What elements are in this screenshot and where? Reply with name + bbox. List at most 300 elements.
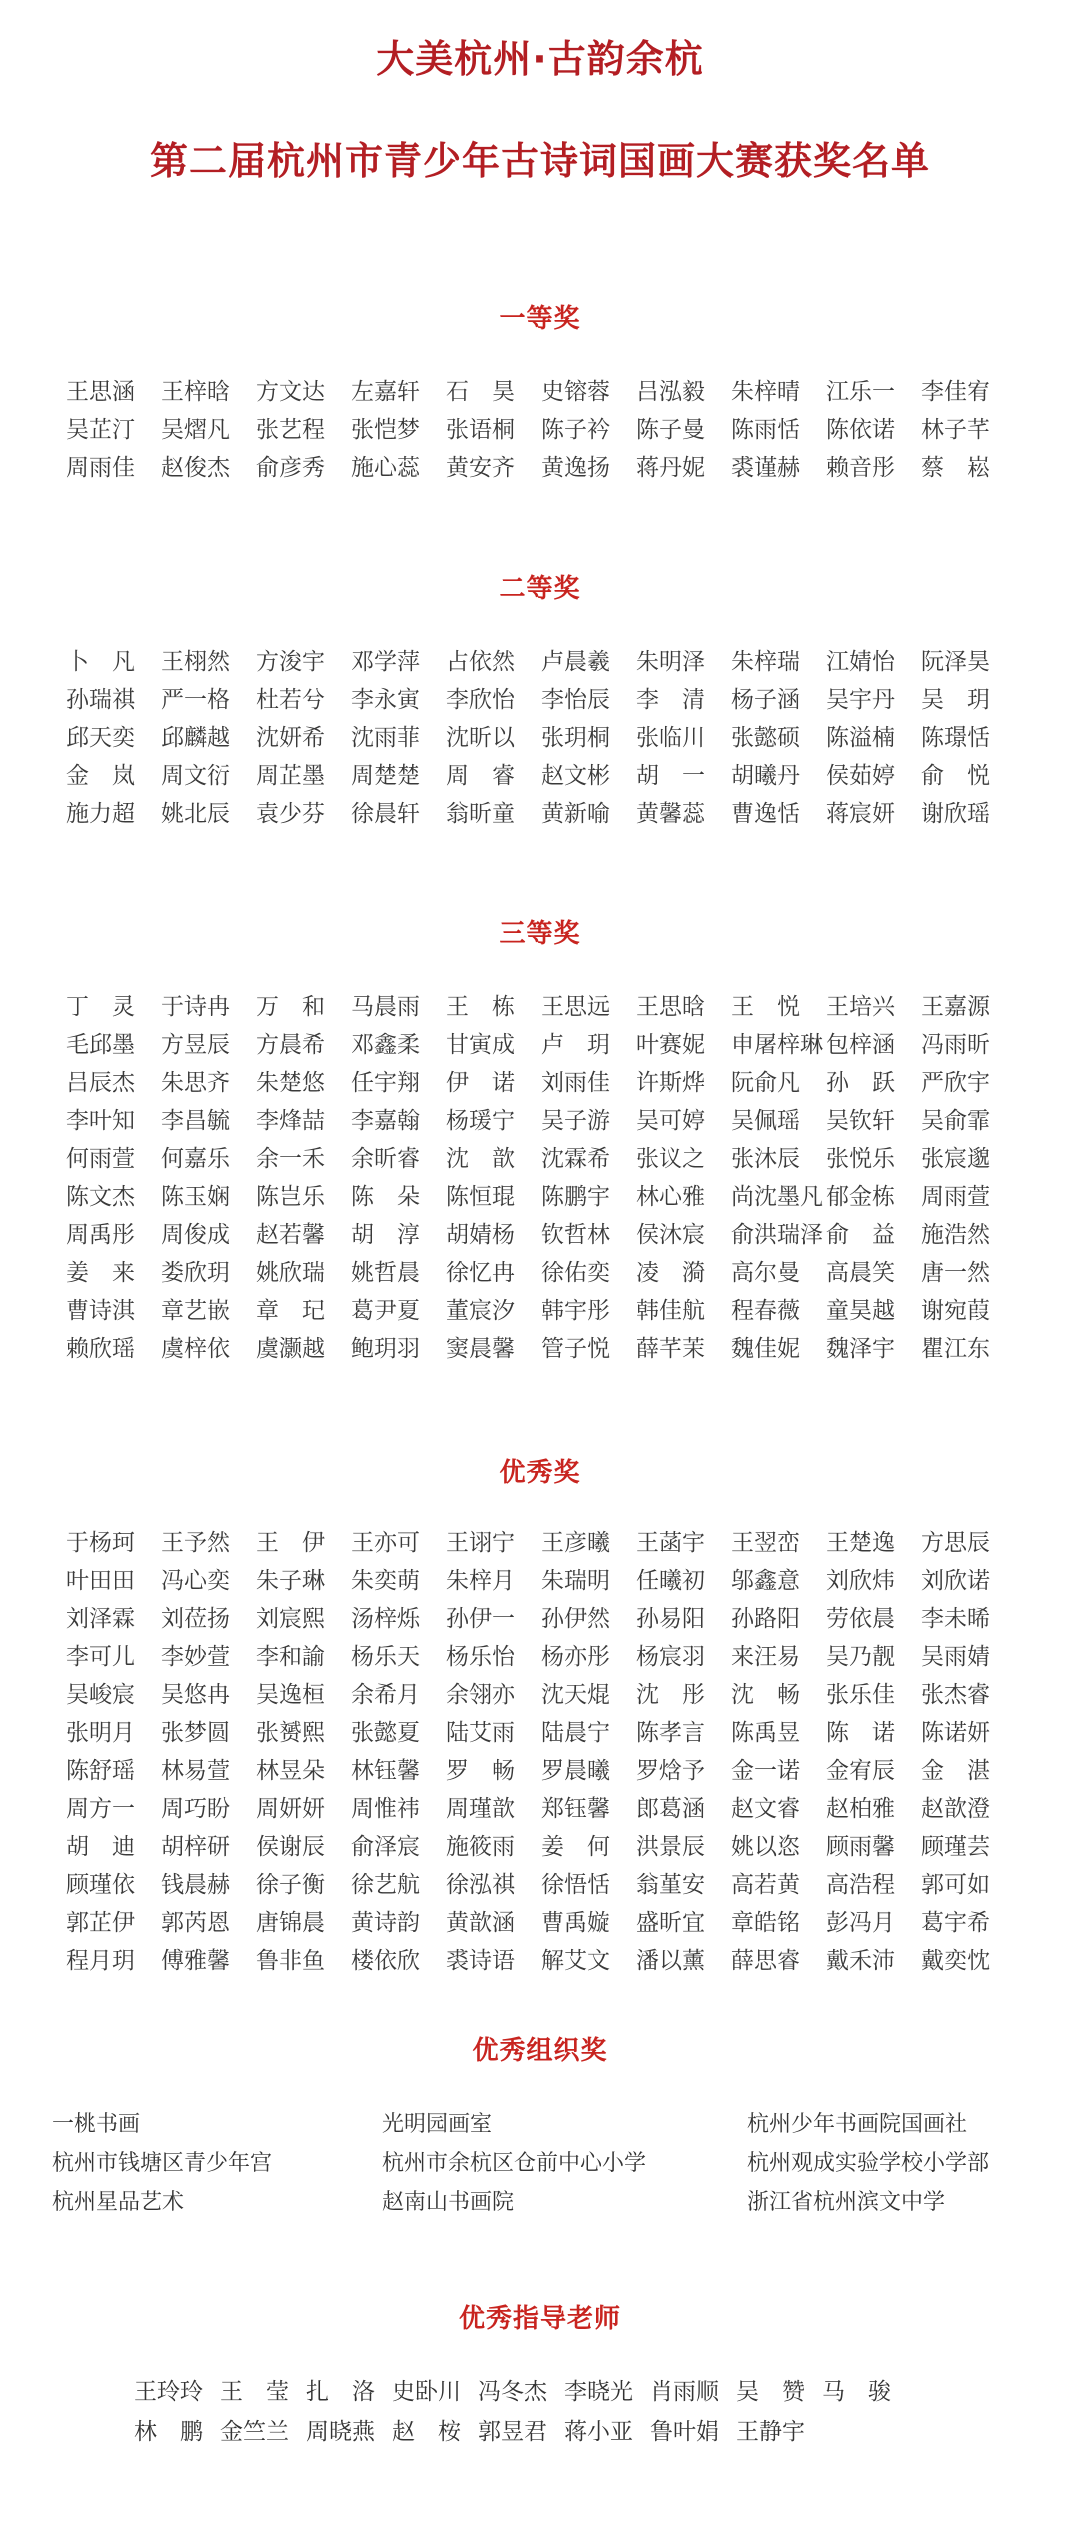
winner-name: 窦晨馨 xyxy=(446,1336,515,1362)
second-prize-heading: 二等奖 xyxy=(499,574,581,604)
winner-name: 王 悦 xyxy=(731,994,800,1020)
winner-name: 陈文杰 xyxy=(66,1184,135,1210)
first-prize-list xyxy=(66,373,1016,487)
winner-name: 李佳宥 xyxy=(921,379,990,405)
winner-name: 葛宇希 xyxy=(921,1910,990,1936)
winner-name: 程春薇 xyxy=(731,1298,800,1324)
winner-name: 卢晨羲 xyxy=(541,649,610,675)
winner-name: 蒋丹妮 xyxy=(636,455,705,481)
winner-name: 董宸汐 xyxy=(446,1298,515,1324)
winner-name: 朱思齐 xyxy=(161,1070,230,1096)
winner-name: 刘欣诺 xyxy=(921,1568,990,1594)
winner-name: 周 睿 xyxy=(446,763,515,789)
winner-name: 方浚宇 xyxy=(256,649,325,675)
winner-name: 王亦可 xyxy=(351,1530,420,1556)
winner-name: 章皓铭 xyxy=(731,1910,800,1936)
winner-name: 朱奕萌 xyxy=(351,1568,420,1594)
teacher-name: 冯冬杰 xyxy=(478,2379,547,2405)
winner-name: 陈子衿 xyxy=(541,417,610,443)
first-prize-heading: 一等奖 xyxy=(499,304,581,334)
winner-name: 赵文彬 xyxy=(541,763,610,789)
winner-name: 孙路阳 xyxy=(731,1606,800,1632)
winner-name: 石 昊 xyxy=(446,379,515,405)
winner-name: 杨瑗宁 xyxy=(446,1108,515,1134)
winner-name: 杨乐怡 xyxy=(446,1644,515,1670)
winner-name: 黄馨蕊 xyxy=(636,801,705,827)
winner-name: 陈溢楠 xyxy=(826,725,895,751)
winner-name: 赵柏雅 xyxy=(826,1796,895,1822)
winner-name: 黄安齐 xyxy=(446,455,515,481)
winner-name: 徐泓祺 xyxy=(446,1872,515,1898)
winner-name: 高若黄 xyxy=(731,1872,800,1898)
teacher-name: 林 鹏 xyxy=(134,2419,203,2445)
winner-name: 刘莅扬 xyxy=(161,1606,230,1632)
winner-name: 陈子曼 xyxy=(636,417,705,443)
winner-name: 来汪易 xyxy=(731,1644,800,1670)
winner-name: 赵若馨 xyxy=(256,1222,325,1248)
winner-name: 朱梓晴 xyxy=(731,379,800,405)
winner-name: 余翎亦 xyxy=(446,1682,515,1708)
winner-name: 俞泽宸 xyxy=(351,1834,420,1860)
winner-name: 管子悦 xyxy=(541,1336,610,1362)
winner-name: 唐一然 xyxy=(921,1260,990,1286)
winner-name: 吴佩瑶 xyxy=(731,1108,800,1134)
winner-name: 王思涵 xyxy=(66,379,135,405)
winner-name: 甘寅成 xyxy=(446,1032,515,1058)
winner-name: 吕辰杰 xyxy=(66,1070,135,1096)
winner-name: 胡 迪 xyxy=(66,1834,135,1860)
winner-name: 姚哲晨 xyxy=(351,1260,420,1286)
teacher-name: 金竺兰 xyxy=(220,2419,289,2445)
winner-name: 王培兴 xyxy=(826,994,895,1020)
winner-name: 赵文睿 xyxy=(731,1796,800,1822)
winner-name: 顾瑾依 xyxy=(66,1872,135,1898)
winner-name: 张悦乐 xyxy=(826,1146,895,1172)
winner-name: 侯沐宸 xyxy=(636,1222,705,1248)
winner-name: 陆晨宁 xyxy=(541,1720,610,1746)
winner-name: 左嘉轩 xyxy=(351,379,420,405)
winner-name: 罗晨曦 xyxy=(541,1758,610,1784)
winner-name: 裘谨赫 xyxy=(731,455,800,481)
winner-name: 朱梓月 xyxy=(446,1568,515,1594)
winner-name: 俞 益 xyxy=(826,1222,895,1248)
winner-name: 赵歆澄 xyxy=(921,1796,990,1822)
winner-name: 金一诺 xyxy=(731,1758,800,1784)
winner-name: 郎葛涵 xyxy=(636,1796,705,1822)
winner-name: 钱晨赫 xyxy=(161,1872,230,1898)
winner-name: 张杰睿 xyxy=(921,1682,990,1708)
winner-name: 谢欣瑶 xyxy=(921,801,990,827)
winner-name: 徐艺航 xyxy=(351,1872,420,1898)
winner-name: 阮俞凡 xyxy=(731,1070,800,1096)
teacher-name: 周晓燕 xyxy=(306,2419,375,2445)
organization-name: 浙江省杭州滨文中学 xyxy=(747,2190,946,2215)
winner-name: 姚欣瑞 xyxy=(256,1260,325,1286)
winner-name: 谢宛葭 xyxy=(921,1298,990,1324)
winner-name: 魏泽宇 xyxy=(826,1336,895,1362)
winner-name: 汤梓烁 xyxy=(351,1606,420,1632)
winner-name: 李怡辰 xyxy=(541,687,610,713)
winner-name: 王梓晗 xyxy=(161,379,230,405)
teacher-name: 史卧川 xyxy=(392,2379,461,2405)
winner-name: 郁金栋 xyxy=(826,1184,895,1210)
teacher-name: 肖雨顺 xyxy=(650,2379,719,2405)
winner-name: 胡婧杨 xyxy=(446,1222,515,1248)
winner-name: 陈璟恬 xyxy=(921,725,990,751)
winner-name: 李和諭 xyxy=(256,1644,325,1670)
winner-name: 吴宇丹 xyxy=(826,687,895,713)
winner-name: 吴俞霏 xyxy=(921,1108,990,1134)
winner-name: 沈妍希 xyxy=(256,725,325,751)
winner-name: 侯茹婷 xyxy=(826,763,895,789)
organization-name: 赵南山书画院 xyxy=(382,2190,515,2215)
winner-name: 许斯烨 xyxy=(636,1070,705,1096)
winner-name: 王诩宁 xyxy=(446,1530,515,1556)
winner-name: 翁昕童 xyxy=(446,801,515,827)
winner-name: 胡梓研 xyxy=(161,1834,230,1860)
winner-name: 陈舒瑶 xyxy=(66,1758,135,1784)
winner-name: 解艾文 xyxy=(541,1948,610,1974)
winner-name: 施浩然 xyxy=(921,1222,990,1248)
winner-name: 李妙萱 xyxy=(161,1644,230,1670)
winner-name: 黄逸扬 xyxy=(541,455,610,481)
winner-name: 姚北辰 xyxy=(161,801,230,827)
teacher-award-list xyxy=(134,2372,994,2452)
sub-title: 第二届杭州市青少年古诗词国画大赛获奖名单 xyxy=(149,139,930,183)
teacher-name: 郭昱君 xyxy=(478,2419,547,2445)
winner-name: 余希月 xyxy=(351,1682,420,1708)
winner-name: 张沐辰 xyxy=(731,1146,800,1172)
winner-name: 林钰馨 xyxy=(351,1758,420,1784)
winner-name: 侯谢辰 xyxy=(256,1834,325,1860)
winner-name: 林子芊 xyxy=(921,417,990,443)
main-title: 大美杭州·古韵余杭 xyxy=(376,37,704,81)
winner-name: 周瑾歆 xyxy=(446,1796,515,1822)
winner-name: 洪景辰 xyxy=(636,1834,705,1860)
winner-name: 邱天奕 xyxy=(66,725,135,751)
winner-name: 鲁非鱼 xyxy=(256,1948,325,1974)
winner-name: 李叶知 xyxy=(66,1108,135,1134)
winner-name: 张乐佳 xyxy=(826,1682,895,1708)
winner-name: 张恺梦 xyxy=(351,417,420,443)
winner-name: 高浩程 xyxy=(826,1872,895,1898)
winner-name: 徐晨轩 xyxy=(351,801,420,827)
winner-name: 李烽喆 xyxy=(256,1108,325,1134)
winner-name: 何嘉乐 xyxy=(161,1146,230,1172)
winner-name: 顾瑾芸 xyxy=(921,1834,990,1860)
winner-name: 蒋宸妍 xyxy=(826,801,895,827)
winner-name: 沈昕以 xyxy=(446,725,515,751)
third-prize-list xyxy=(66,988,1016,1368)
winner-name: 沈 彤 xyxy=(636,1682,705,1708)
winner-name: 施力超 xyxy=(66,801,135,827)
winner-name: 申屠梓琳 xyxy=(731,1032,823,1058)
winner-name: 方昱辰 xyxy=(161,1032,230,1058)
winner-name: 金 岚 xyxy=(66,763,135,789)
winner-name: 顾雨馨 xyxy=(826,1834,895,1860)
teacher-name: 吴 赞 xyxy=(736,2379,805,2405)
winner-name: 叶田田 xyxy=(66,1568,135,1594)
winner-name: 潘以薰 xyxy=(636,1948,705,1974)
winner-name: 黄诗韵 xyxy=(351,1910,420,1936)
winner-name: 罗 畅 xyxy=(446,1758,515,1784)
winner-name: 虞梓依 xyxy=(161,1336,230,1362)
winner-name: 陈岂乐 xyxy=(256,1184,325,1210)
winner-name: 陈孝言 xyxy=(636,1720,705,1746)
winner-name: 朱明泽 xyxy=(636,649,705,675)
winner-name: 邓鑫柔 xyxy=(351,1032,420,1058)
winner-name: 薛芊茉 xyxy=(636,1336,705,1362)
winner-name: 童昊越 xyxy=(826,1298,895,1324)
winner-name: 包梓涵 xyxy=(826,1032,895,1058)
winner-name: 姜 来 xyxy=(66,1260,135,1286)
winner-name: 施筱雨 xyxy=(446,1834,515,1860)
winner-name: 杨宸羽 xyxy=(636,1644,705,1670)
winner-name: 张赟熙 xyxy=(256,1720,325,1746)
winner-name: 何雨萱 xyxy=(66,1146,135,1172)
winner-name: 韩佳航 xyxy=(636,1298,705,1324)
winner-name: 马晨雨 xyxy=(351,994,420,1020)
organization-name: 杭州星品艺术 xyxy=(52,2190,185,2215)
winner-name: 魏佳妮 xyxy=(731,1336,800,1362)
winner-name: 曹禹嫙 xyxy=(541,1910,610,1936)
winner-name: 朱瑞明 xyxy=(541,1568,610,1594)
winner-name: 孙伊一 xyxy=(446,1606,515,1632)
winner-name: 王思晗 xyxy=(636,994,705,1020)
excellence-prize-heading: 优秀奖 xyxy=(499,1458,581,1488)
winner-name: 沈雨菲 xyxy=(351,725,420,751)
winner-name: 余昕睿 xyxy=(351,1146,420,1172)
winner-name: 娄欣玥 xyxy=(161,1260,230,1286)
winner-name: 周文衍 xyxy=(161,763,230,789)
winner-name: 劳依晨 xyxy=(826,1606,895,1632)
winner-name: 郭芮恩 xyxy=(161,1910,230,1936)
winner-name: 徐忆冉 xyxy=(446,1260,515,1286)
winner-name: 吴子游 xyxy=(541,1108,610,1134)
winner-name: 章艺嵌 xyxy=(161,1298,230,1324)
winner-name: 彭冯月 xyxy=(826,1910,895,1936)
winner-name: 罗焓予 xyxy=(636,1758,705,1784)
winner-name: 林昱朵 xyxy=(256,1758,325,1784)
winner-name: 陈禹昱 xyxy=(731,1720,800,1746)
winner-name: 陈 朵 xyxy=(351,1184,420,1210)
winner-name: 王嘉源 xyxy=(921,994,990,1020)
winner-name: 施心蕊 xyxy=(351,455,420,481)
winner-name: 瞿江东 xyxy=(921,1336,990,1362)
winner-name: 卜 凡 xyxy=(66,649,135,675)
winner-name: 金 湛 xyxy=(921,1758,990,1784)
winner-name: 俞洪瑞泽 xyxy=(731,1222,823,1248)
winner-name: 邓学萍 xyxy=(351,649,420,675)
winner-name: 楼依欣 xyxy=(351,1948,420,1974)
winner-name: 江婧怡 xyxy=(826,649,895,675)
winner-name: 黄歆涵 xyxy=(446,1910,515,1936)
winner-name: 王思远 xyxy=(541,994,610,1020)
winner-name: 卢 玥 xyxy=(541,1032,610,1058)
winner-name: 张艺程 xyxy=(256,417,325,443)
winner-name: 王翌峦 xyxy=(731,1530,800,1556)
winner-name: 赵俊杰 xyxy=(161,455,230,481)
winner-name: 虞灏越 xyxy=(256,1336,325,1362)
winner-name: 徐悟恬 xyxy=(541,1872,610,1898)
winner-name: 王菡宇 xyxy=(636,1530,705,1556)
winner-name: 章 玘 xyxy=(256,1298,325,1324)
winner-name: 胡 淳 xyxy=(351,1222,420,1248)
winner-name: 邬鑫意 xyxy=(731,1568,800,1594)
winner-name: 傅雅馨 xyxy=(161,1948,230,1974)
winner-name: 陈鹏宇 xyxy=(541,1184,610,1210)
winner-name: 沈 歆 xyxy=(446,1146,515,1172)
winner-name: 李永寅 xyxy=(351,687,420,713)
winner-name: 丁 灵 xyxy=(66,994,135,1020)
winner-name: 葛尹夏 xyxy=(351,1298,420,1324)
winner-name: 陈恒琨 xyxy=(446,1184,515,1210)
winner-name: 周雨佳 xyxy=(66,455,135,481)
winner-name: 高尔曼 xyxy=(731,1260,800,1286)
winner-name: 钦哲林 xyxy=(541,1222,610,1248)
winner-name: 周方一 xyxy=(66,1796,135,1822)
winner-name: 任曦初 xyxy=(636,1568,705,1594)
winner-name: 刘宸熙 xyxy=(256,1606,325,1632)
winner-name: 史镕蓉 xyxy=(541,379,610,405)
winner-name: 周芷墨 xyxy=(256,763,325,789)
teacher-name: 王静宇 xyxy=(736,2419,805,2445)
winner-name: 郭芷伊 xyxy=(66,1910,135,1936)
winner-name: 王楚逸 xyxy=(826,1530,895,1556)
winner-name: 赖音彤 xyxy=(826,455,895,481)
winner-name: 万 和 xyxy=(256,994,325,1020)
winner-name: 林心雅 xyxy=(636,1184,705,1210)
teacher-name: 李晓光 xyxy=(564,2379,633,2405)
winner-name: 姜 何 xyxy=(541,1834,610,1860)
teacher-name: 王 莹 xyxy=(220,2379,289,2405)
winner-name: 杨乐天 xyxy=(351,1644,420,1670)
winner-name: 伊 诺 xyxy=(446,1070,515,1096)
winner-name: 李嘉翰 xyxy=(351,1108,420,1134)
winner-name: 吴熠凡 xyxy=(161,417,230,443)
winner-name: 方思辰 xyxy=(921,1530,990,1556)
winner-name: 陈诺妍 xyxy=(921,1720,990,1746)
winner-name: 赖欣瑶 xyxy=(66,1336,135,1362)
winner-name: 张议之 xyxy=(636,1146,705,1172)
winner-name: 周俊成 xyxy=(161,1222,230,1248)
winner-name: 姚以恣 xyxy=(731,1834,800,1860)
winner-name: 朱楚悠 xyxy=(256,1070,325,1096)
third-prize-heading: 三等奖 xyxy=(499,919,581,949)
winner-name: 王 伊 xyxy=(256,1530,325,1556)
winner-name: 孙 跃 xyxy=(826,1070,895,1096)
winner-name: 沈霖希 xyxy=(541,1146,610,1172)
second-prize-list xyxy=(66,643,1016,833)
winner-name: 周雨萱 xyxy=(921,1184,990,1210)
winner-name: 陈依诺 xyxy=(826,417,895,443)
winner-name: 王 栋 xyxy=(446,994,515,1020)
organization-name: 光明园画室 xyxy=(382,2112,493,2137)
winner-name: 俞彦秀 xyxy=(256,455,325,481)
winner-name: 张宸邈 xyxy=(921,1146,990,1172)
winner-name: 郑钰馨 xyxy=(541,1796,610,1822)
winner-name: 周楚楚 xyxy=(351,763,420,789)
winner-name: 张临川 xyxy=(636,725,705,751)
winner-name: 胡曦丹 xyxy=(731,763,800,789)
winner-name: 阮泽昊 xyxy=(921,649,990,675)
winner-name: 郭可如 xyxy=(921,1872,990,1898)
winner-name: 张明月 xyxy=(66,1720,135,1746)
winner-name: 袁少芬 xyxy=(256,801,325,827)
teacher-name: 鲁叶娟 xyxy=(650,2419,719,2445)
winner-name: 刘雨佳 xyxy=(541,1070,610,1096)
winner-name: 张玥桐 xyxy=(541,725,610,751)
winner-name: 吴芷汀 xyxy=(66,417,135,443)
organization-name: 杭州市钱塘区青少年宫 xyxy=(52,2151,273,2176)
winner-name: 吴峻宸 xyxy=(66,1682,135,1708)
winner-name: 毛邱墨 xyxy=(66,1032,135,1058)
winner-name: 张梦圆 xyxy=(161,1720,230,1746)
winner-name: 朱梓瑞 xyxy=(731,649,800,675)
winner-name: 周妍妍 xyxy=(256,1796,325,1822)
winner-name: 李未晞 xyxy=(921,1606,990,1632)
winner-name: 李昌毓 xyxy=(161,1108,230,1134)
winner-name: 严欣宇 xyxy=(921,1070,990,1096)
winner-name: 陆艾雨 xyxy=(446,1720,515,1746)
winner-name: 徐佑奕 xyxy=(541,1260,610,1286)
organization-name: 杭州观成实验学校小学部 xyxy=(747,2151,990,2176)
winner-name: 方晨希 xyxy=(256,1032,325,1058)
winner-name: 戴奕忱 xyxy=(921,1948,990,1974)
winner-name: 盛昕宜 xyxy=(636,1910,705,1936)
winner-name: 任宇翔 xyxy=(351,1070,420,1096)
winner-name: 曹逸恬 xyxy=(731,801,800,827)
winner-name: 周惟祎 xyxy=(351,1796,420,1822)
organization-name: 杭州市余杭区仓前中心小学 xyxy=(382,2151,647,2176)
winner-name: 黄新喻 xyxy=(541,801,610,827)
teacher-name: 马 骏 xyxy=(822,2379,891,2405)
teacher-name: 扎 洛 xyxy=(306,2379,375,2405)
winner-name: 邱麟越 xyxy=(161,725,230,751)
winner-name: 沈 畅 xyxy=(731,1682,800,1708)
winner-name: 俞 悦 xyxy=(921,763,990,789)
winner-name: 陈玉娴 xyxy=(161,1184,230,1210)
winner-name: 高晨笑 xyxy=(826,1260,895,1286)
winner-name: 李 清 xyxy=(636,687,705,713)
organization-award-list xyxy=(52,2105,1052,2222)
winner-name: 严一格 xyxy=(161,687,230,713)
winner-name: 王予然 xyxy=(161,1530,230,1556)
winner-name: 鲍玥羽 xyxy=(351,1336,420,1362)
winner-name: 张懿硕 xyxy=(731,725,800,751)
winner-name: 张懿夏 xyxy=(351,1720,420,1746)
winner-name: 薛思睿 xyxy=(731,1948,800,1974)
winner-name: 杜若兮 xyxy=(256,687,325,713)
winner-name: 翁堇安 xyxy=(636,1872,705,1898)
winner-name: 孙易阳 xyxy=(636,1606,705,1632)
winner-name: 凌 漪 xyxy=(636,1260,705,1286)
winner-name: 徐子衡 xyxy=(256,1872,325,1898)
winner-name: 胡 一 xyxy=(636,763,705,789)
winner-name: 唐锦晨 xyxy=(256,1910,325,1936)
winner-name: 朱子琳 xyxy=(256,1568,325,1594)
teacher-name: 蒋小亚 xyxy=(564,2419,633,2445)
winner-name: 冯雨昕 xyxy=(921,1032,990,1058)
excellence-prize-list xyxy=(66,1524,1016,1980)
winner-name: 刘欣炜 xyxy=(826,1568,895,1594)
winner-name: 占依然 xyxy=(446,649,515,675)
winner-name: 周禹彤 xyxy=(66,1222,135,1248)
winner-name: 王彦曦 xyxy=(541,1530,610,1556)
winner-name: 孙瑞祺 xyxy=(66,687,135,713)
teacher-award-heading: 优秀指导老师 xyxy=(458,2304,621,2334)
winner-name: 戴禾沛 xyxy=(826,1948,895,1974)
